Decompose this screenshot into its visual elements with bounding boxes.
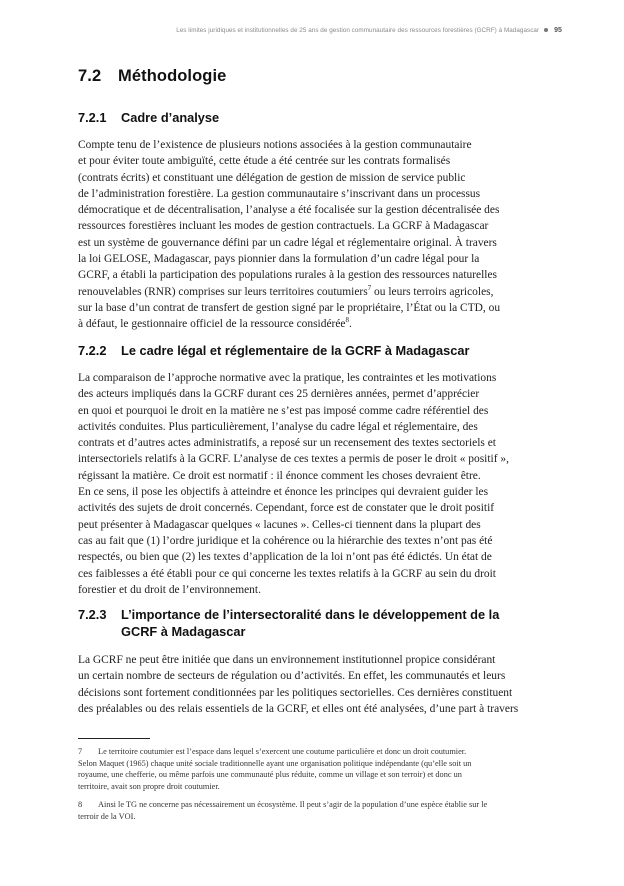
section-number: 7.2	[78, 67, 102, 85]
footnote-divider	[78, 738, 150, 739]
text-line: régissant la matière. Ce droit est normatif : il énonce comment les choses devraient être.	[78, 469, 481, 482]
subsection-title: Cadre d’analyse	[121, 110, 220, 125]
footnote-line: territoire, avait son propre droit coutumier.	[78, 781, 220, 791]
paragraph-cadre-analyse	[78, 137, 562, 333]
subsection-heading-7-2-3	[78, 606, 561, 640]
section-title: Méthodologie	[118, 67, 227, 85]
text-line: sur la base d’un contrat de transfert de gestion signé par le propriétaire, l’État ou la CTD, ou	[78, 301, 501, 314]
footnote-line: royaume, une chefferie, ou même parfois une communauté plus réduite, comme un village et son terroir) et donc un	[78, 770, 462, 780]
text-line: respectés, ou bien que (2) les textes d’application de la loi n’ont pas été édictés. Un état de	[78, 551, 492, 564]
text-line	[78, 284, 562, 300]
footnote-line: Selon Maquet (1965) chaque unité sociale traditionnelle ayant une organisation politique indépendante (qu’elle soit un	[78, 758, 472, 768]
text-line: et pour éviter toute ambiguïté, cette étude a été centrée sur les contrats formalisés	[78, 155, 451, 168]
footnote-ref-7[interactable]: 7	[367, 283, 372, 292]
running-title: Les limites juridiques et institutionnelles de 25 ans de gestion communautaire des ressources forestières (GCRF) à Madagascar	[176, 27, 540, 34]
footnote-number: 8	[78, 800, 83, 810]
section-heading	[78, 67, 226, 86]
subsection-number: 7.2.1	[78, 110, 107, 125]
text-line: intersectoriels relatifs à la GCRF. L’analyse de ces textes a permis de poser le droit « positif »,	[78, 453, 509, 466]
text-line: des préalables ou des relais essentiels de la GCRF, et elles ont été analysées, d’une part à travers	[78, 702, 519, 715]
paragraph-intersectoralite	[78, 652, 562, 717]
subsection-heading-7-2-1	[78, 110, 219, 125]
text-line: cas au fait que (1) l’ordre juridique et la cohérence ou la hiérarchie des textes n’ont pas été	[78, 534, 493, 547]
bullet-separator	[544, 28, 548, 32]
text-line: GCRF, a établi la participation des populations rurales à la gestion des ressources naturelles	[78, 269, 497, 282]
text-line: Compte tenu de l’existence de plusieurs notions associées à la gestion communautaire	[78, 139, 472, 151]
footnote-8	[78, 799, 562, 822]
footnote-line: terroir de la VOI.	[78, 811, 136, 821]
footnote-7	[78, 746, 562, 792]
subsection-heading-7-2-2	[78, 343, 470, 358]
text-line: démocratique et de décentralisation, l’analyse a été focalisée sur la gestion décentralisée des	[78, 204, 500, 217]
footnote-ref-8[interactable]: 8	[345, 316, 349, 325]
text-line: forestier et du droit de l’environnement.	[78, 583, 261, 596]
running-header	[176, 27, 562, 34]
subsection-title-line: GCRF à Madagascar	[121, 624, 246, 639]
text-line: contrats et d’autres actes administratifs, a reposé sur un recensement des textes sectoriels et	[78, 437, 496, 450]
footnote-line: Le territoire coutumier est l’espace dans lequel s’exercent une coutume particulière et donc un droit coutumier.	[98, 747, 467, 756]
text-line: décisions sont fortement conditionnées par les politiques sectorielles. Ces dernières constituent	[78, 686, 513, 699]
text-line: ces faiblesses a été établi pour ce qui concerne les textes relatifs à la GCRF au sein du droit	[78, 567, 496, 580]
text-fragment: renouvelables (RNR) comprises sur leurs territoires coutumiers	[78, 285, 368, 298]
text-line: de l’administration forestière. La gestion communautaire s’inscrivant dans un processus	[78, 187, 481, 200]
footnote-number: 7	[78, 747, 83, 756]
text-line: en quoi et pourquoi le droit en la matière ne s’est pas imposé comme cadre référentiel des	[78, 404, 489, 417]
text-line: des acteurs impliqués dans la GCRF durant ces 25 dernières années, permet d’apprécier	[78, 388, 480, 401]
text-line: En ce sens, il pose les objectifs à atteindre et énonce les principes qui devraient guider les	[78, 486, 489, 499]
text-line: ressources forestières incluant les modes de gestion contractuels. La GCRF à Madagascar	[78, 220, 489, 233]
text-line: activités des sujets de droit concernés. Cependant, force est de constater que le droit positif	[78, 502, 495, 515]
text-line: activités conduites. Plus particulièrement, l’analyse du cadre légal et réglementaire, des	[78, 420, 478, 433]
text-line: peut présenter à Madagascar quelques « lacunes ». Celles-ci tiennent dans la plupart des	[78, 518, 481, 531]
text-fragment: à défaut, le gestionnaire officiel de la ressource considérée	[78, 318, 346, 331]
subsection-number: 7.2.2	[78, 343, 107, 358]
text-line: (contrats écrits) et constituant une délégation de gestion de mission de service public	[78, 171, 466, 184]
subsection-number: 7.2.3	[78, 607, 107, 622]
text-line: La comparaison de l’approche normative avec la pratique, les contraintes et les motivations	[78, 372, 497, 384]
text-line	[78, 316, 562, 332]
text-line: est un système de gouvernance défini par un cadre légal et réglementaire original. À travers	[78, 236, 497, 249]
text-line: un certain nombre de secteurs de régulation ou d’activités. En effet, les communautés et leurs	[78, 670, 506, 683]
page-number: 95	[554, 27, 562, 34]
footnotes	[78, 746, 562, 823]
subsection-title: Le cadre légal et réglementaire de la GCRF à Madagascar	[121, 343, 470, 358]
text-line: la loi GELOSE, Madagascar, pays pionnier dans la formulation d’un cadre légal pour la	[78, 253, 480, 266]
text-fragment: ou leurs terroirs agricoles,	[374, 285, 494, 298]
text-fragment: .	[349, 318, 352, 331]
subsection-title-line: L’importance de l’intersectoralité dans le développement de la	[121, 607, 500, 622]
paragraph-cadre-legal	[78, 370, 562, 598]
text-line: La GCRF ne peut être initiée que dans un environnement institutionnel propice considérant	[78, 654, 496, 666]
footnote-line: Ainsi le TG ne concerne pas nécessairement un écosystème. Il peut s’agir de la population d’une espèce établie sur le	[98, 800, 488, 810]
